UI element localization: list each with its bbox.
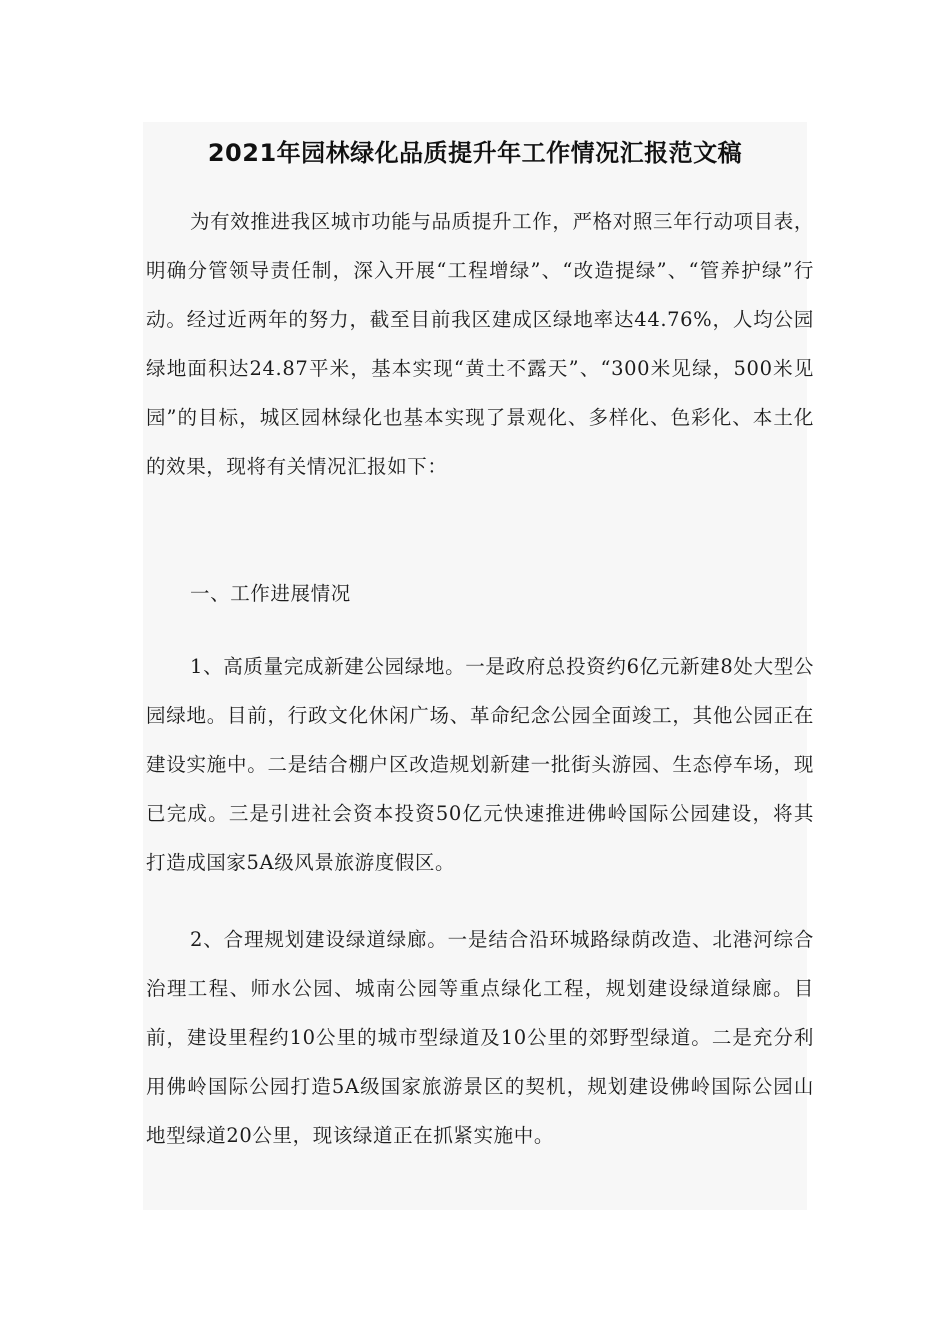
item-paragraph-1: 1、高质量完成新建公园绿地。一是政府总投资约6亿元新建8处大型公园绿地。目前，行政文化休闲广场、革命纪念公园全面竣工，其他公园正在建设实施中。二是结合棚户区改造规划新建一批街头游园、生态停车场，现已完成。三是引进社会资本投资50亿元快速推进佛岭国际公园建设，将其打造成国家5A级风景旅游度假区。 — [146, 655, 814, 874]
document-title: 2021年园林绿化品质提升年工作情况汇报范文稿 — [207, 139, 743, 167]
item-paragraph-2: 2、合理规划建设绿道绿廊。一是结合沿环城路绿荫改造、北港河综合治理工程、师水公园、城南公园等重点绿化工程，规划建设绿道绿廊。目前，建设里程约10公里的城市型绿道及10公里的郊野型绿道。二是充分利用佛岭国际公园打造5A级国家旅游景区的契机，规划建设佛岭国际公园山地型绿道20公里，现该绿道正在抓紧实施中。 — [146, 928, 814, 1147]
section-heading: 一、工作进展情况 — [190, 582, 351, 605]
intro-paragraph: 为有效推进我区城市功能与品质提升工作，严格对照三年行动项目表，明确分管领导责任制，深入开展“工程增绿”、“改造提绿”、“管养护绿”行动。经过近两年的努力，截至目前我区建成区绿地率达44.76%，人均公园绿地面积达24.87平米，基本实现“黄土不露天”、“300米见绿，500米见园”的目标，城区园林绿化也基本实现了景观化、多样化、色彩化、本土化的效果，现将有关情况汇报如下： — [146, 210, 814, 478]
